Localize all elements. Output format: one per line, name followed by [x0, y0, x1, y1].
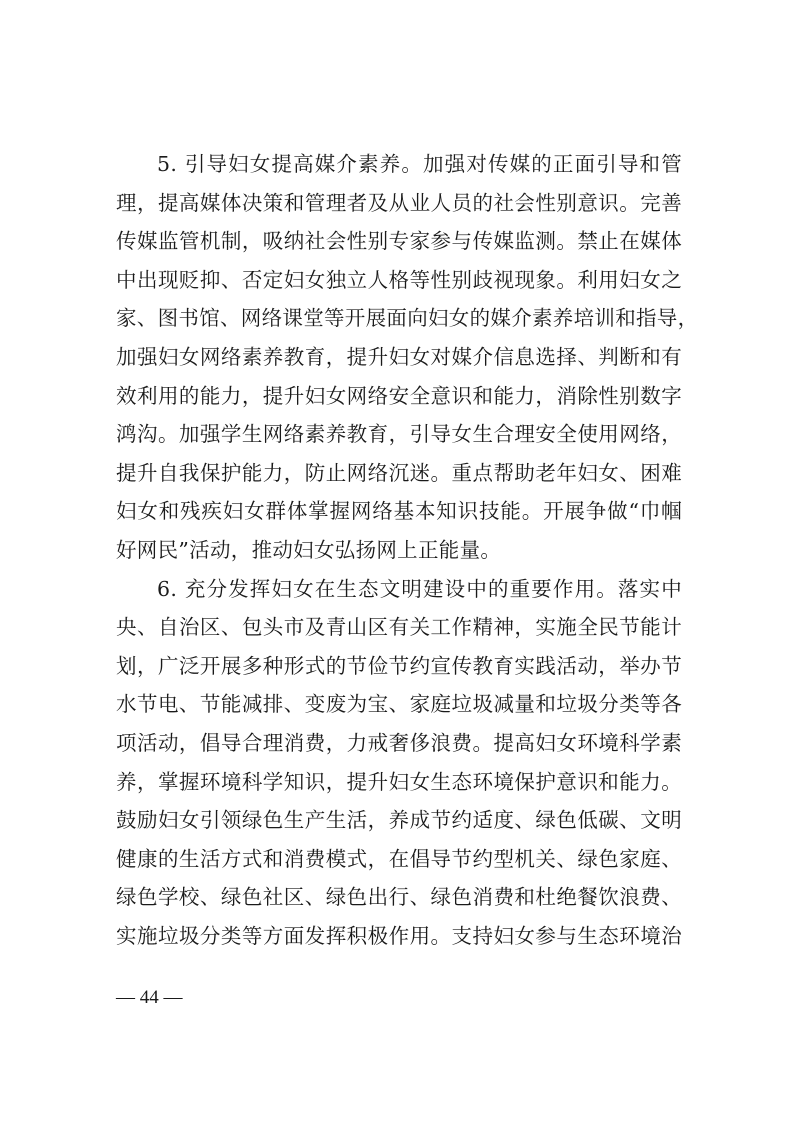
text-line: 项活动，倡导合理消费，力戒奢侈浪费。提高妇女环境科学素 — [116, 730, 682, 755]
text-line: 央、自治区、包头市及青山区有关工作精神，实施全民节能计 — [116, 615, 682, 640]
body-text — [116, 145, 699, 955]
paragraph-ecological-civilization — [116, 570, 682, 956]
text-line: 养，掌握环境科学知识，提升妇女生态环境保护意识和能力。 — [116, 769, 682, 794]
text-line: 6. 充分发挥妇女在生态文明建设中的重要作用。落实中 — [157, 576, 682, 601]
text-line: 家、图书馆、网络课堂等开展面向妇女的媒介素养培训和指导， — [116, 306, 699, 331]
text-line: 妇女和残疾妇女群体掌握网络基本知识技能。开展争做“巾帼 — [116, 499, 682, 524]
text-line: 绿色学校、绿色社区、绿色出行、绿色消费和杜绝餐饮浪费、 — [116, 885, 682, 910]
text-line: 加强妇女网络素养教育，提升妇女对媒介信息选择、判断和有 — [116, 344, 682, 369]
text-line: 鼓励妇女引领绿色生产生活，养成节约适度、绿色低碳、文明 — [116, 808, 682, 833]
paragraph-media-literacy — [116, 145, 699, 570]
text-line: 提升自我保护能力，防止网络沉迷。重点帮助老年妇女、困难 — [116, 460, 682, 485]
text-line: 健康的生活方式和消费模式，在倡导节约型机关、绿色家庭、 — [116, 846, 682, 871]
text-line: 中出现贬抑、否定妇女独立人格等性别歧视现象。利用妇女之 — [116, 267, 682, 292]
text-line: 水节电、节能减排、变废为宝、家庭垃圾减量和垃圾分类等各 — [116, 692, 682, 717]
text-line: 传媒监管机制，吸纳社会性别专家参与传媒监测。禁止在媒体 — [116, 229, 682, 254]
page-number: — 44 — — [116, 987, 183, 1008]
text-line: 好网民”活动，推动妇女弘扬网上正能量。 — [116, 537, 502, 562]
text-line: 划，广泛开展多种形式的节俭节约宣传教育实践活动，举办节 — [116, 653, 682, 678]
text-line: 效利用的能力，提升妇女网络安全意识和能力，消除性别数字 — [116, 383, 682, 408]
text-line: 实施垃圾分类等方面发挥积极作用。支持妇女参与生态环境治 — [116, 923, 682, 948]
text-line: 5. 引导妇女提高媒介素养。加强对传媒的正面引导和管 — [157, 152, 682, 176]
text-line: 理，提高媒体决策和管理者及从业人员的社会性别意识。完善 — [116, 190, 682, 215]
text-line: 鸿沟。加强学生网络素养教育，引导女生合理安全使用网络， — [116, 422, 682, 447]
